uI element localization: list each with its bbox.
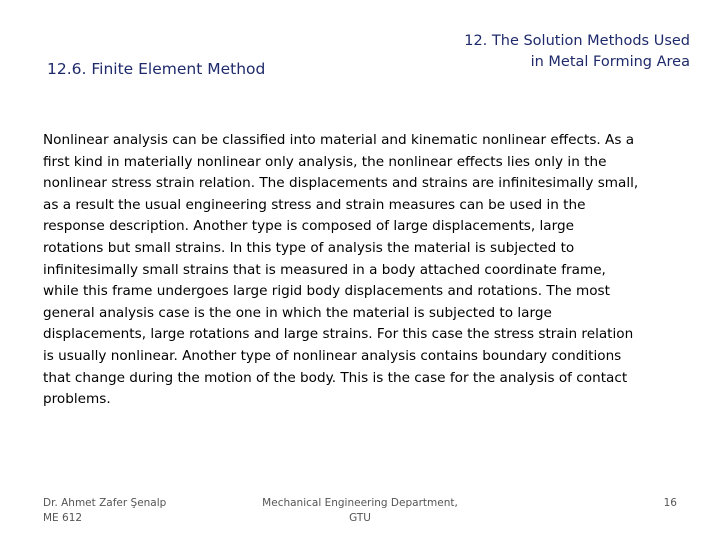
chapter-title-line-2: in Metal Forming Area: [530, 54, 690, 70]
body-line: general analysis case is the one in which the material is subjected to large: [43, 304, 552, 321]
footer-department: [250, 496, 470, 525]
body-line: nonlinear stress strain relation. The displacements and strains are infinitesimally small,: [43, 175, 639, 192]
body-line: displacements, large rotations and large strains. For this case the stress strain relation: [43, 326, 634, 343]
body-line: is usually nonlinear. Another type of nonlinear analysis contains boundary conditions: [43, 347, 622, 364]
department-line-2: GTU: [349, 511, 371, 524]
body-line: response description. Another type is composed of large displacements, large: [43, 218, 574, 235]
chapter-title: [360, 31, 690, 73]
section-title: 12.6. Finite Element Method: [47, 60, 266, 78]
body-paragraph: [43, 130, 688, 411]
body-line: first kind in materially nonlinear only analysis, the nonlinear effects lies only in the: [43, 153, 607, 170]
department-line-1: Mechanical Engineering Department,: [262, 497, 458, 509]
page-number: 16: [663, 497, 677, 509]
body-line: as a result the usual engineering stress and strain measures can be used in the: [43, 196, 586, 213]
body-line: that change during the motion of the body. This is the case for the analysis of contact: [43, 369, 628, 386]
body-line: rotations but small strains. In this type of analysis the material is subjected to: [43, 239, 575, 256]
body-line: problems.: [43, 391, 111, 408]
body-line: Nonlinear analysis can be classified into material and kinematic nonlinear effects. As a: [43, 132, 635, 148]
body-line: infinitesimally small strains that is measured in a body attached coordinate frame,: [43, 261, 606, 278]
body-line: while this frame undergoes large rigid body displacements and rotations. The most: [43, 283, 610, 300]
footer-author: [43, 496, 166, 525]
author-name: Dr. Ahmet Zafer Şenalp: [43, 497, 167, 509]
chapter-title-line-1: 12. The Solution Methods Used: [464, 33, 690, 49]
course-code: ME 612: [43, 511, 83, 524]
